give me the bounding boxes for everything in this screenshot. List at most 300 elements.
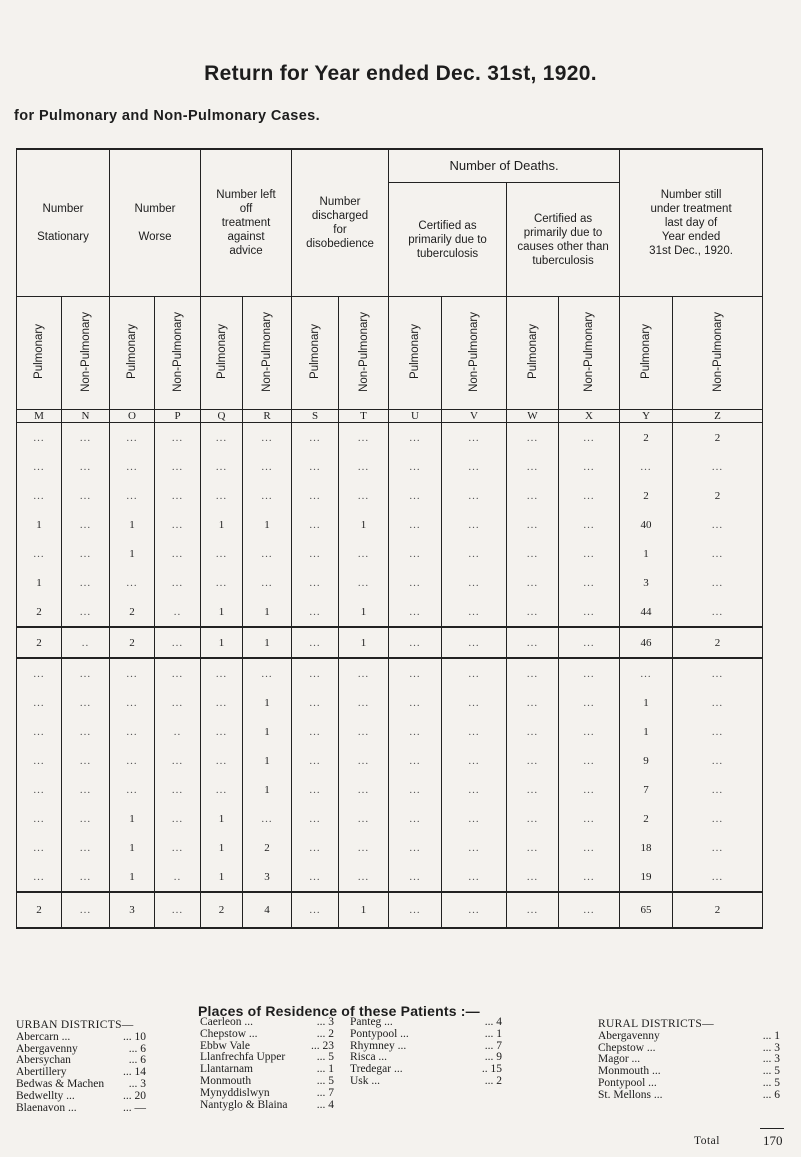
table-cell: ... [339,833,389,862]
table-cell: ... [389,597,442,627]
table-cell: 1 [243,688,292,717]
column-label [201,297,243,410]
group-header [110,149,201,297]
place-count: ... 3 [128,1077,146,1090]
place-count: ... 10 [123,1030,146,1043]
place-count: ... 1 [316,1063,334,1076]
table-cell: ... [110,717,155,746]
column-label-text: Non-Pulmonary [357,311,370,392]
table-row [17,688,763,717]
table-row [17,658,763,688]
place-count: ... 2 [484,1074,502,1087]
table-cell: ... [201,481,243,510]
table-cell: 2 [243,833,292,862]
table-cell: ... [389,627,442,658]
column-letter: P [155,410,201,423]
header-line: advice [229,245,263,257]
column-label-text: Pulmonary [526,324,539,379]
table-cell: ... [17,423,62,453]
table-row [17,892,763,928]
table-cell: 3 [620,568,673,597]
table-cell: ... [292,481,339,510]
page-title: Return for Year ended Dec. 31st, 1920. [204,62,597,85]
header-line: tuberculosis [416,247,479,260]
table-cell: ... [507,568,559,597]
place-name: Chepstow ... [598,1041,656,1054]
table-cell: ... [507,481,559,510]
table-cell: 1 [201,510,243,539]
table-cell: ... [292,833,339,862]
place-count: ... — [123,1101,146,1114]
table-cell: ... [559,481,620,510]
table-cell: ... [292,688,339,717]
table-row [17,452,763,481]
table-cell: ... [389,892,442,928]
table-row [17,833,763,862]
place-count: ... 4 [484,1016,502,1028]
table-cell: ... [292,423,339,453]
table-cell: ... [110,568,155,597]
table-cell: 2 [110,627,155,658]
table-cell: ... [339,746,389,775]
table-cell: 1 [201,804,243,833]
column-label [620,297,673,410]
table-row [17,568,763,597]
table-cell: ... [110,746,155,775]
table-cell: ... [673,746,763,775]
header-line: causes other than [517,240,609,253]
table-cell: ... [339,688,389,717]
table-row [17,804,763,833]
table-cell: ... [442,658,507,688]
table-cell: ... [442,833,507,862]
table-cell: ... [201,717,243,746]
table-cell: ... [507,688,559,717]
table-cell: ... [507,597,559,627]
table-cell: ... [201,775,243,804]
column-label-text: Non-Pulmonary [79,311,92,392]
header-line: tuberculosis [532,254,594,267]
column-label-text: Pulmonary [126,324,138,379]
place-name: Abertillery [16,1066,67,1079]
table-cell: ... [339,804,389,833]
deaths-subheader [389,183,507,297]
place-count: ... 7 [484,1039,502,1052]
table-cell: ... [673,539,763,568]
header-line: Number [134,203,176,215]
table-cell: .. [155,717,201,746]
column-letter: U [389,410,442,423]
header-line: disobedience [306,238,374,250]
places-heading: Places of Residence of these Patients :— [198,1003,480,1019]
table-cell: ... [673,597,763,627]
table-cell: ... [292,658,339,688]
column-letter: O [110,410,155,423]
table-cell: 1 [243,717,292,746]
table-cell: ... [507,539,559,568]
place-name: Pontypool ... [598,1076,657,1089]
table-cell: ... [389,423,442,453]
column-letter: N [62,410,110,423]
table-cell: ... [559,452,620,481]
table-cell: ... [155,452,201,481]
table-cell: ... [442,746,507,775]
place-count: .. 15 [481,1063,502,1076]
total-rule [760,1128,784,1129]
table-cell: ... [673,804,763,833]
table-cell: 9 [620,746,673,775]
list-item [200,1100,334,1112]
table-cell: ... [507,892,559,928]
table-cell: 2 [673,481,763,510]
table-cell: ... [389,539,442,568]
place-name: Risca ... [350,1051,388,1064]
table-row [17,510,763,539]
table-cell: ... [17,688,62,717]
table-cell: ... [62,597,110,627]
column-letter: Z [673,410,763,423]
table-cell: 1 [243,510,292,539]
table-cell: .. [62,627,110,658]
table-cell: ... [155,833,201,862]
header-line: Worse [138,231,172,243]
table-cell: ... [155,627,201,658]
table-cell: ... [110,481,155,510]
table-cell: 1 [110,510,155,539]
place-name: Chepstow ... [200,1027,258,1040]
table-cell: ... [507,775,559,804]
table-cell: 1 [620,688,673,717]
table-cell: ... [507,833,559,862]
table-cell: 2 [17,892,62,928]
column-letter: M [17,410,62,423]
table-cell: ... [339,775,389,804]
table-cell: ... [507,452,559,481]
table-cell: .. [155,597,201,627]
table-cell: 2 [620,481,673,510]
rural-districts-list [598,1019,780,1102]
table-cell: ... [339,717,389,746]
table-cell: ... [201,746,243,775]
table-cell: ... [155,892,201,928]
table-cell: ... [201,539,243,568]
table-cell: ... [559,746,620,775]
table-cell: 1 [110,862,155,892]
table-cell: ... [292,775,339,804]
district-heading: URBAN DISTRICTS— [16,1019,134,1031]
table-cell: ... [559,862,620,892]
table-cell: ... [442,597,507,627]
place-name: Mynyddislwyn [200,1086,270,1099]
table-cell: ... [559,717,620,746]
table-cell: 1 [201,833,243,862]
header-line: Certified as [533,212,593,225]
table-cell: ... [559,510,620,539]
table-cell: ... [620,452,673,481]
place-name: Blaenavon ... [16,1101,77,1114]
header-line: discharged [311,210,369,222]
table-cell: 1 [110,539,155,568]
table-cell: ... [17,862,62,892]
table-cell: 2 [620,423,673,453]
table-cell: ... [339,452,389,481]
table-cell: ... [339,481,389,510]
place-count: ... 14 [123,1066,146,1079]
table-cell: 1 [339,597,389,627]
column-label [110,297,155,410]
table-cell: ... [17,746,62,775]
table-cell: ... [155,510,201,539]
table-cell: ... [559,833,620,862]
table-cell: ... [62,510,110,539]
header-line: Certified as [418,219,477,232]
page-subtitle: for Pulmonary and Non-Pulmonary Cases. [14,108,321,124]
table-cell: ... [62,717,110,746]
column-label-text: Non-Pulmonary [711,311,724,392]
column-letter: W [507,410,559,423]
table-cell: ... [201,688,243,717]
table-cell: ... [673,452,763,481]
table-row [17,481,763,510]
table-cell: ... [155,568,201,597]
total-label: Total [694,1135,720,1147]
table-cell: ... [389,452,442,481]
table-cell: ... [389,658,442,688]
table-cell: ... [442,568,507,597]
table-cell: 1 [17,568,62,597]
place-count: ... 1 [762,1029,780,1042]
table-cell: 2 [201,892,243,928]
place-name: Ebbw Vale [200,1039,250,1052]
column-label-text: Non-Pulmonary [261,311,273,392]
table-cell: ... [559,597,620,627]
table-cell: 1 [201,627,243,658]
table-cell: 2 [17,597,62,627]
table-cell: ... [62,481,110,510]
column-label [243,297,292,410]
place-name: Monmouth [200,1074,252,1087]
header-line: off [239,203,253,215]
table-cell: ... [110,688,155,717]
table-cell: ... [339,658,389,688]
table-cell: ... [442,452,507,481]
table-cell: ... [673,775,763,804]
table-cell: ... [389,568,442,597]
place-count: ... 5 [316,1074,334,1087]
column-label-text: Non-Pulmonary [583,311,596,392]
table-cell: 44 [620,597,673,627]
table-cell: ... [62,892,110,928]
table-row [17,862,763,892]
table-cell: ... [155,481,201,510]
table-cell: ... [673,658,763,688]
place-name: Llanfrechfa Upper [200,1051,286,1064]
table-cell: 1 [339,627,389,658]
column-letter: T [339,410,389,423]
place-count: ... 7 [316,1086,334,1099]
column-label [442,297,507,410]
table-row [17,746,763,775]
table-cell: 1 [243,775,292,804]
table-cell: 1 [201,862,243,892]
district-heading: RURAL DISTRICTS— [598,1018,714,1030]
table-cell: ... [559,688,620,717]
table-cell: ... [507,423,559,453]
table-cell: ... [17,804,62,833]
table-cell: ... [389,481,442,510]
group-header [201,149,292,297]
table-cell: 1 [243,597,292,627]
table-cell: 1 [110,804,155,833]
column-label [389,297,442,410]
table-cell: ... [201,423,243,453]
table-cell: ... [559,892,620,928]
table-row [17,597,763,627]
table-cell: 2 [673,423,763,453]
table-cell: ... [559,627,620,658]
place-count: ... 20 [123,1089,146,1102]
table-cell: 2 [17,627,62,658]
table-cell: ... [110,658,155,688]
place-count: ... 6 [128,1042,146,1055]
table-cell: ... [559,658,620,688]
list-item [16,1103,146,1115]
table-cell: 65 [620,892,673,928]
urban-districts-list-3 [350,1017,502,1088]
place-count: ... 2 [316,1027,334,1040]
table-cell: ... [507,746,559,775]
urban-districts-list [16,1020,146,1114]
header-line: 31st Dec., 1920. [649,245,733,257]
urban-districts-list-2 [200,1017,334,1111]
table-cell: 2 [673,892,763,928]
table-cell: 1 [620,539,673,568]
table-cell: 1 [339,892,389,928]
table-cell: 1 [201,597,243,627]
table-cell: 1 [339,510,389,539]
place-name: Magor ... [598,1053,641,1066]
column-label-text: Non-Pulmonary [468,311,480,392]
table-cell: ... [673,717,763,746]
table-cell: ... [507,510,559,539]
table-cell: ... [389,804,442,833]
place-count: ... 6 [762,1088,780,1101]
header-line: Number left [216,189,276,201]
place-name: Pontypool ... [350,1027,409,1040]
table-cell: 46 [620,627,673,658]
table-cell: ... [292,597,339,627]
place-name: Bedwas & Machen [16,1077,105,1090]
place-name: Tredegar ... [350,1063,403,1076]
table-cell: ... [17,658,62,688]
table-cell: ... [559,775,620,804]
header-line: primarily due to [523,226,603,239]
table-cell: ... [339,568,389,597]
table-cell: ... [389,688,442,717]
table-row [17,717,763,746]
table-cell: 2 [620,804,673,833]
total-value: 170 [763,1133,783,1148]
table-cell: ... [389,862,442,892]
header-line: treatment [221,217,271,229]
table-cell: ... [442,688,507,717]
table-cell: ... [62,746,110,775]
place-count: ... 5 [762,1065,780,1078]
column-label [339,297,389,410]
table-cell: ... [442,539,507,568]
table-cell: ... [155,804,201,833]
column-label [292,297,339,410]
table-cell: ... [339,862,389,892]
group-header [17,149,110,297]
group-header [292,149,389,297]
table-cell: ... [442,804,507,833]
column-label [507,297,559,410]
table-cell: ... [243,804,292,833]
table-cell: ... [559,423,620,453]
table-cell: ... [389,833,442,862]
table-cell: ... [155,775,201,804]
table-cell: ... [673,568,763,597]
table-cell: ... [62,452,110,481]
place-name: Abersychan [16,1054,71,1067]
table-cell: ... [155,658,201,688]
header-line: Stationary [37,231,89,243]
column-letter: S [292,410,339,423]
table-cell: ... [339,423,389,453]
table-cell: 3 [243,862,292,892]
table-cell: ... [673,833,763,862]
group-header [620,149,763,297]
table-cell: 40 [620,510,673,539]
table-cell: ... [243,539,292,568]
table-cell: 1 [243,746,292,775]
table-cell: ... [292,892,339,928]
place-name: Rhymney ... [350,1039,407,1052]
table-cell: ... [292,746,339,775]
table-cell: ... [507,862,559,892]
table-cell: ... [243,481,292,510]
table-cell: ... [62,688,110,717]
column-label [62,297,110,410]
place-name: Abergavenny [16,1042,78,1055]
table-cell: ... [62,568,110,597]
table-cell: .. [155,862,201,892]
place-count: ... 5 [316,1051,334,1064]
table-cell: ... [62,833,110,862]
column-label [17,297,62,410]
place-count: ... 1 [484,1027,502,1040]
table-cell: 1 [620,717,673,746]
table-cell: ... [507,717,559,746]
place-count: ... 4 [316,1098,334,1111]
table-cell: ... [62,775,110,804]
place-count: ... 9 [484,1051,502,1064]
table-cell: ... [339,539,389,568]
table-row [17,627,763,658]
table-cell: ... [62,658,110,688]
table-cell: ... [201,568,243,597]
column-label [673,297,763,410]
header-line: for [333,224,347,236]
table-cell: ... [243,568,292,597]
header-line: primarily due to [408,233,487,246]
table-cell: ... [673,510,763,539]
column-label-text: Non-Pulmonary [171,311,184,392]
table-cell: ... [17,481,62,510]
table-cell: 3 [110,892,155,928]
table-cell: ... [442,627,507,658]
